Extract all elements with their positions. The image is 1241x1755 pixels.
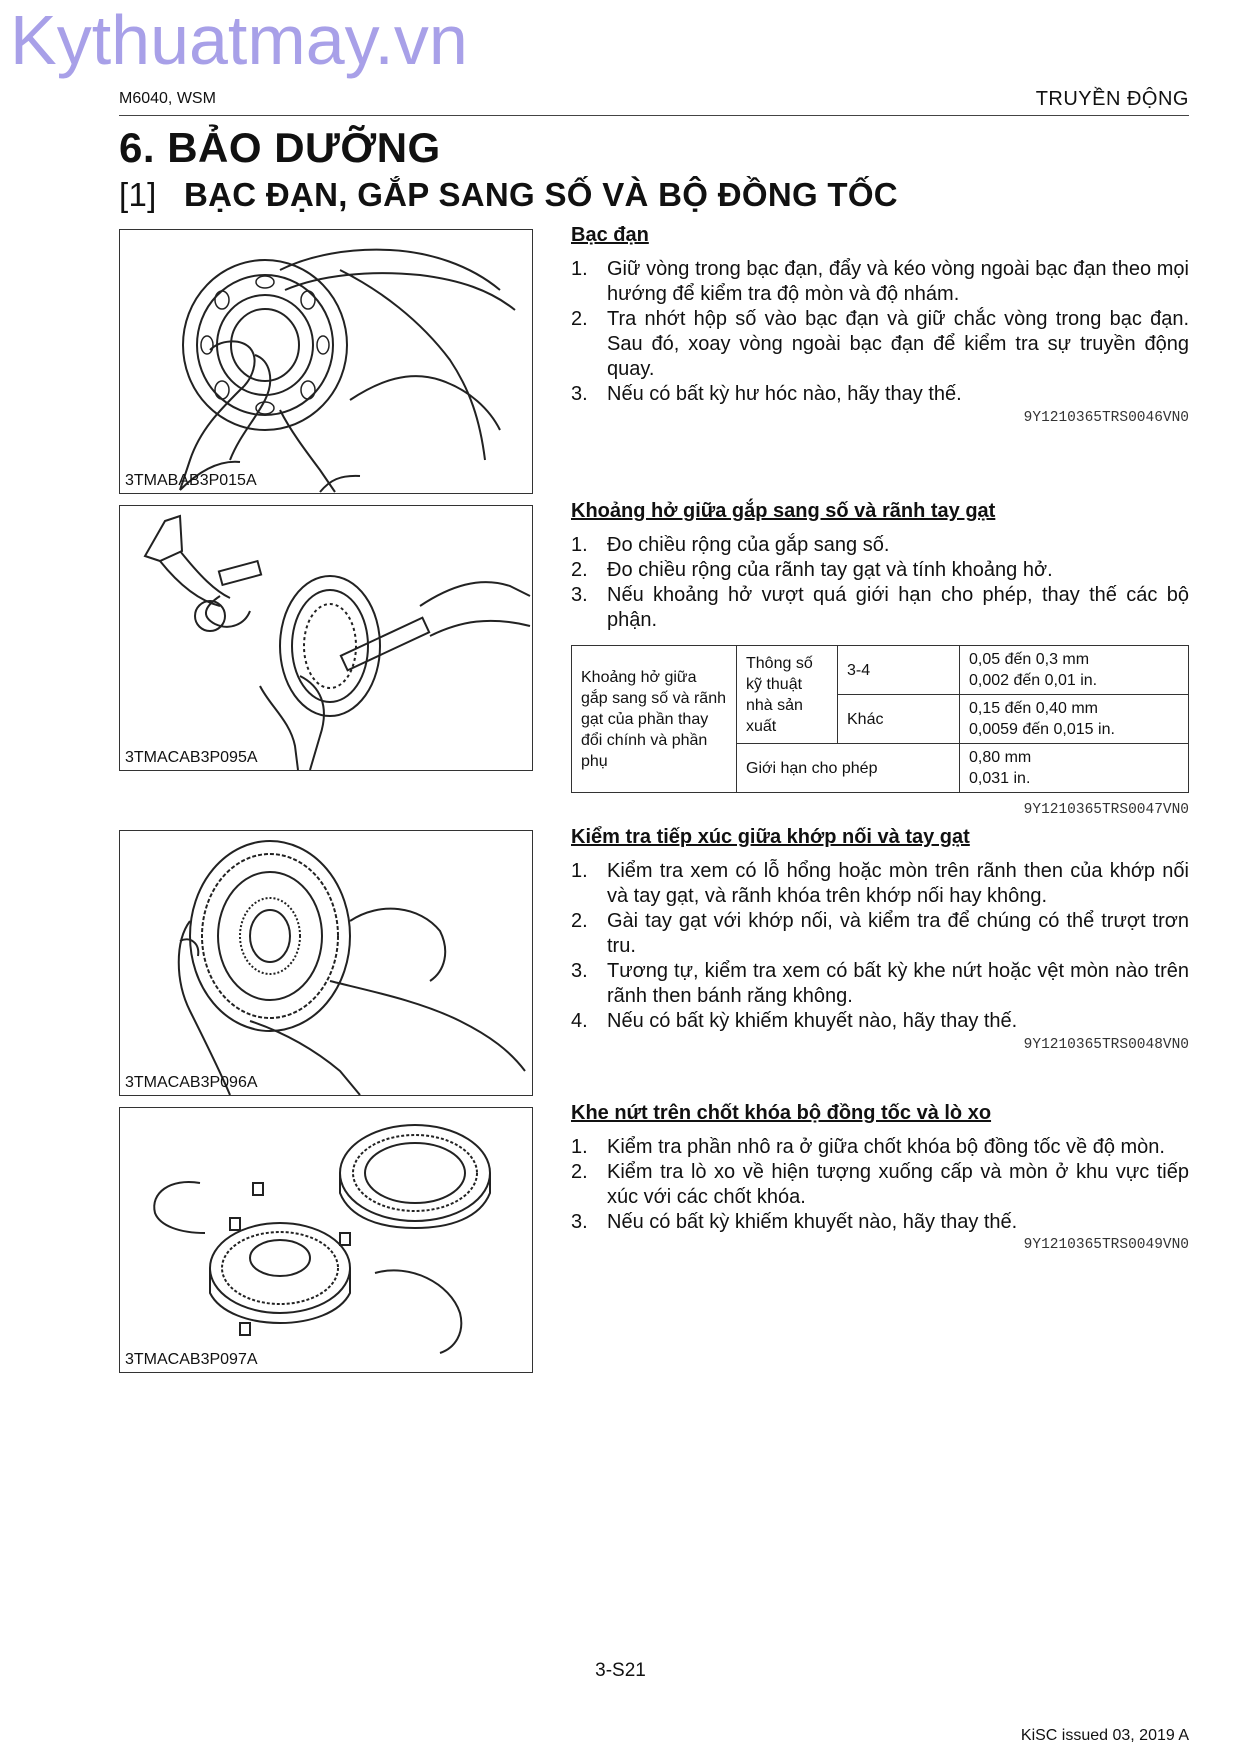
issue-footer: KiSC issued 03, 2019 A bbox=[1020, 1727, 1189, 1744]
table-row2-value: 0,15 đến 0,40 mm 0,0059 đến 0,015 in. bbox=[960, 695, 1189, 744]
table-row bbox=[572, 646, 1189, 695]
header-rule bbox=[119, 115, 1189, 116]
synchronizer-steps bbox=[571, 1135, 1189, 1235]
section-heading: 6. BẢO DƯỠNG bbox=[119, 124, 441, 171]
list-item: 1. Kiểm tra xem có lỗ hổng hoặc mòn trên rãnh then của khớp nối và tay gạt, và rãnh khóa trên khớp nối hay không. bbox=[571, 860, 1189, 907]
list-item: 2. Tra nhớt hộp số vào bạc đạn và giữ chắc vòng trong bạc đạn. Sau đó, xoay vòng ngoài bạc đạn để kiểm tra sự truyền động quay. bbox=[571, 308, 1189, 380]
bearing-illustration bbox=[120, 230, 532, 493]
subsection-heading bbox=[119, 176, 898, 214]
reference-code: 9Y1210365TRS0048VN0 bbox=[1023, 1037, 1189, 1053]
list-item: 3. Nếu có bất kỳ hư hóc nào, hãy thay thế. bbox=[571, 383, 962, 405]
figure-code: 3TMACAB3P096A bbox=[125, 1074, 258, 1091]
list-item: 2. Đo chiều rộng của rãnh tay gạt và tính khoảng hở. bbox=[571, 559, 1053, 581]
section-title-coupling: Kiểm tra tiếp xúc giữa khớp nối và tay gạt bbox=[571, 826, 970, 848]
section-title-clearance: Khoảng hở giữa gắp sang số và rãnh tay gạt bbox=[571, 500, 996, 522]
figure-shift-fork bbox=[119, 505, 533, 771]
clearance-spec-table bbox=[571, 645, 1189, 793]
list-item: 4. Nếu có bất kỳ khiếm khuyết nào, hãy thay thế. bbox=[571, 1010, 1018, 1032]
bearing-steps bbox=[571, 257, 1189, 407]
coupling-illustration bbox=[120, 831, 532, 1095]
list-item: 3. Tương tự, kiểm tra xem có bất kỳ khe nứt hoặc vệt mòn nào trên rãnh then bánh răng không. bbox=[571, 960, 1189, 1007]
subsection-number: [1] bbox=[119, 176, 157, 213]
page-number: 3-S21 bbox=[595, 1660, 646, 1681]
reference-code: 9Y1210365TRS0049VN0 bbox=[1023, 1237, 1189, 1253]
table-limit-label: Giới hạn cho phép bbox=[737, 744, 960, 793]
shift-fork-illustration bbox=[120, 506, 532, 770]
list-item: 3. Nếu có bất kỳ khiếm khuyết nào, hãy thay thế. bbox=[571, 1211, 1018, 1233]
header-chapter: TRUYỀN ĐỘNG bbox=[1035, 88, 1189, 110]
table-row1-value: 0,05 đến 0,3 mm 0,002 đến 0,01 in. bbox=[960, 646, 1189, 695]
reference-code: 9Y1210365TRS0046VN0 bbox=[1023, 410, 1189, 426]
figure-code: 3TMABAB3P015A bbox=[125, 472, 257, 489]
list-item: 2. Gài tay gạt với khớp nối, và kiểm tra để chúng có thể trượt trơn tru. bbox=[571, 910, 1189, 957]
reference-code: 9Y1210365TRS0047VN0 bbox=[1023, 802, 1189, 818]
figure-bearing bbox=[119, 229, 533, 494]
coupling-steps bbox=[571, 859, 1189, 1034]
figure-code: 3TMACAB3P097A bbox=[125, 1351, 258, 1368]
list-item: 1. Đo chiều rộng của gắp sang số. bbox=[571, 534, 890, 556]
list-item: 1. Kiểm tra phần nhô ra ở giữa chốt khóa bộ đồng tốc về độ mòn. bbox=[571, 1136, 1165, 1158]
table-row1-label: 3-4 bbox=[838, 646, 960, 695]
watermark-logo: Kythuatmay.vn bbox=[10, 1, 468, 79]
clearance-steps bbox=[571, 533, 1189, 633]
section-title-bearing: Bạc đạn bbox=[571, 224, 649, 246]
subsection-title: BẠC ĐẠN, GẮP SANG SỐ VÀ BỘ ĐỒNG TỐC bbox=[184, 176, 898, 213]
section-title-synchronizer: Khe nứt trên chốt khóa bộ đồng tốc và lò xo bbox=[571, 1102, 992, 1124]
header-model: M6040, WSM bbox=[119, 90, 216, 107]
list-item: 1. Giữ vòng trong bạc đạn, đẩy và kéo vòng ngoài bạc đạn theo mọi hướng để kiểm tra độ mòn và độ nhám. bbox=[571, 258, 1189, 305]
synchronizer-illustration bbox=[120, 1108, 532, 1372]
table-limit-value: 0,80 mm 0,031 in. bbox=[960, 744, 1189, 793]
figure-coupling bbox=[119, 830, 533, 1096]
table-spec-label: Thông số kỹ thuật nhà sản xuất bbox=[737, 646, 838, 744]
list-item: 2. Kiểm tra lò xo về hiện tượng xuống cấp và mòn ở khu vực tiếp xúc với các chốt khóa. bbox=[571, 1161, 1189, 1208]
table-row2-label: Khác bbox=[838, 695, 960, 744]
table-item-cell: Khoảng hở giữa gắp sang số và rãnh gạt của phần thay đổi chính và phần phụ bbox=[572, 646, 737, 793]
figure-synchronizer bbox=[119, 1107, 533, 1373]
list-item: 3. Nếu khoảng hở vượt quá giới hạn cho phép, thay thế các bộ phận. bbox=[571, 584, 1189, 631]
figure-code: 3TMACAB3P095A bbox=[125, 749, 258, 766]
